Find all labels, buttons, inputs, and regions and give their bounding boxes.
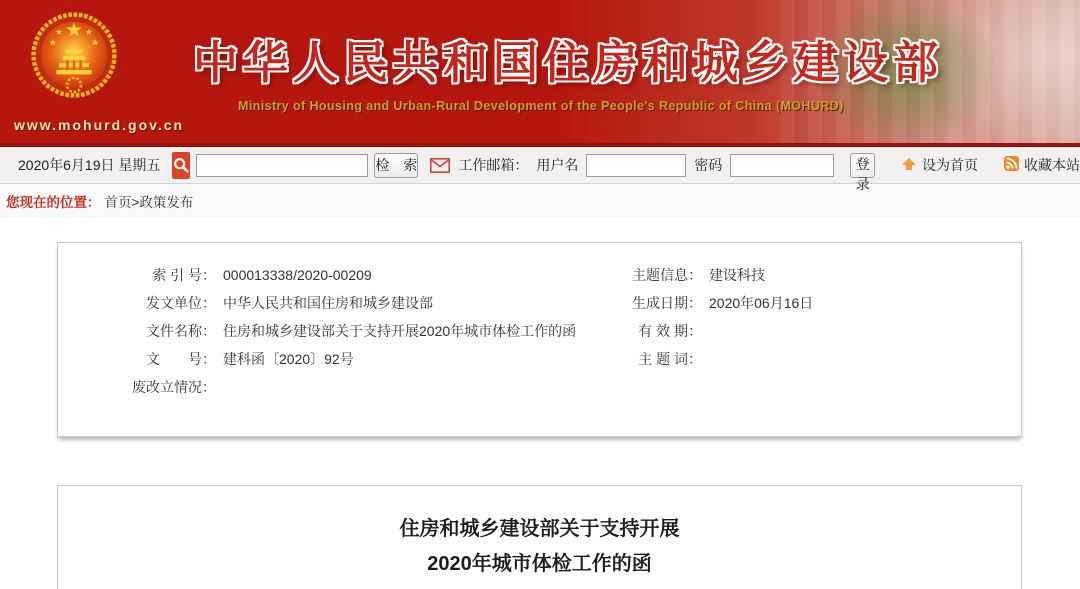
login-button[interactable]: 登录 xyxy=(850,153,875,178)
site-header xyxy=(0,0,1080,143)
meta-row-issue-date xyxy=(618,289,1021,317)
meta-value: 建设科技 xyxy=(709,267,765,283)
meta-label: 废改立情况： xyxy=(132,379,216,395)
rss-icon xyxy=(1004,156,1019,174)
breadcrumb-path[interactable]: 首页>政策发布 xyxy=(104,195,194,210)
meta-label: 生成日期： xyxy=(632,295,702,311)
meta-value: 住房和城乡建设部关于支持开展2020年城市体检工作的函 xyxy=(223,323,577,339)
password-input[interactable] xyxy=(730,154,834,177)
toolbar xyxy=(0,147,1080,192)
document-title-line1: 住房和城乡建设部关于支持开展 xyxy=(399,518,680,540)
meta-info-box xyxy=(57,242,1022,437)
meta-row-document-number xyxy=(58,345,618,373)
search-icon[interactable] xyxy=(172,152,190,179)
home-icon xyxy=(901,157,917,174)
document-box xyxy=(57,485,1022,589)
meta-label: 有 效 期： xyxy=(638,323,702,339)
meta-label: 文件名称： xyxy=(146,323,216,339)
meta-row-document-name xyxy=(58,317,618,345)
site-title: 中华人民共和国住房和城乡建设部 xyxy=(193,37,944,88)
meta-row-repeal-status xyxy=(58,373,618,401)
favorite-link[interactable] xyxy=(1004,155,1080,175)
meta-row-topic-info xyxy=(618,261,1021,289)
document-title-line2: 2020年城市体检工作的函 xyxy=(427,553,652,575)
meta-value: 000013338/2020-00209 xyxy=(223,267,372,283)
meta-value: 2020年06月16日 xyxy=(709,295,814,311)
national-emblem-icon xyxy=(30,6,118,104)
current-date: 2020年6月19日 星期五 xyxy=(18,157,161,173)
meta-row-validity xyxy=(618,317,1021,345)
meta-row-keywords xyxy=(618,345,1021,373)
breadcrumb-prefix: 您现在的位置： xyxy=(6,195,101,210)
meta-row-index-number xyxy=(58,261,618,289)
set-home-link[interactable] xyxy=(901,155,978,175)
username-label: 用户名 xyxy=(536,157,579,173)
search-submit-button[interactable]: 检 索 xyxy=(374,153,418,178)
username-input[interactable] xyxy=(586,154,686,177)
site-url: www.mohurd.gov.cn xyxy=(14,117,185,133)
meta-label: 发文单位： xyxy=(146,295,216,311)
search-input[interactable] xyxy=(196,154,368,177)
meta-label: 文 号： xyxy=(146,351,216,367)
meta-label: 索 引 号： xyxy=(152,267,216,283)
meta-value: 中华人民共和国住房和城乡建设部 xyxy=(223,295,433,311)
meta-left-column xyxy=(58,261,618,436)
mail-icon xyxy=(430,158,450,173)
meta-row-issuing-unit xyxy=(58,289,618,317)
document-title xyxy=(58,512,1021,582)
meta-label: 主题信息： xyxy=(632,267,702,283)
set-home-label: 设为首页 xyxy=(922,157,978,173)
meta-value: 建科函〔2020〕92号 xyxy=(223,351,354,367)
site-subtitle: Ministry of Housing and Urban-Rural Development of the People's Republic of China (MOHURD) xyxy=(238,99,844,113)
favorite-label: 收藏本站 xyxy=(1024,157,1080,173)
breadcrumb xyxy=(0,184,1080,218)
password-label: 密码 xyxy=(694,157,723,173)
meta-label: 主 题 词： xyxy=(638,351,702,367)
meta-right-column xyxy=(618,261,1021,436)
mail-label: 工作邮箱： xyxy=(458,157,529,173)
